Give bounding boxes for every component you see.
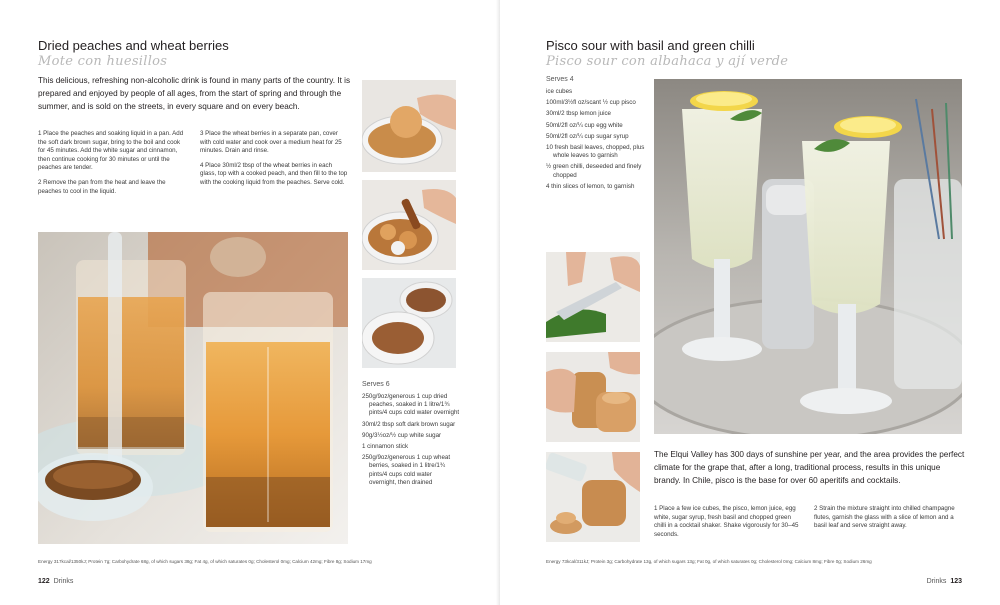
method-step: 1 Place a few ice cubes, the pisco, lemon juice, egg white, sugar syrup, fresh basil and chopped green chilli in a cocktail shaker. Shake vigorously for 30–45 seconds. [654,505,799,538]
method-column-1 [38,130,188,202]
step-photo-chopping-basil [546,252,640,342]
recipe-title: Dried peaches and wheat berries [38,38,229,53]
step-photo-cinnamon [362,180,456,270]
ingredient-item: ½ green chilli, deseeded and finely chopped [546,163,642,179]
right-page [500,0,1000,605]
serves-label: Serves 4 [546,76,574,83]
section-name: Drinks [926,578,947,585]
method-step: 4 Place 30ml/2 tbsp of the wheat berries in each glass, top with a cooked peach, and then fill to the top with the cooking liquid from the peaches. Serve cold. [200,161,348,186]
recipe-intro: This delicious, refreshing non-alcoholic drink is found in many parts of the country. It is prepared and enjoyed by people of all ages, from the start of spring and through the summer, and is sold on the streets, in every square and on every beach. [38,76,351,111]
page-number: 122 [38,578,50,585]
ingredient-item: 10 fresh basil leaves, chopped, plus whole leaves to garnish [546,144,645,160]
step-photo-wheat-berries [362,278,456,368]
ingredient-item: 1 cinnamon stick [362,443,409,451]
ingredients-panel [546,76,646,194]
recipe-title: Pisco sour with basil and green chilli [546,38,755,53]
ingredient-item: 100ml/3½fl oz/scant ½ cup pisco [546,99,636,107]
page-folio [927,578,962,585]
nutrition-info: Energy 73kcal/311kJ; Protein 3g; Carbohydrate 13g, of which sugars 13g; Fat 0g, of which saturates 0g; Cholesterol 0mg; Calcium 8mg; Fibre 0g; Sodium 26mg [546,559,872,564]
ingredient-item: 90g/3½oz/½ cup white sugar [362,431,442,439]
nutrition-info: Energy 317kcal/1350kJ; Protein 7g; Carbohydrate 68g, of which sugars 38g; Fat 4g, of which saturates 0g; Cholesterol 0mg; Calcium 42mg; Fibre 8g; Sodium 17mg [38,559,372,564]
ingredient-item: 50ml/2fl oz/¼ cup egg white [546,121,623,129]
ingredient-item: 4 thin slices of lemon, to garnish [546,182,635,190]
step-photo-shaker [546,352,640,442]
method-step: 1 Place the peaches and soaking liquid in a pan. Add the soft dark brown sugar, bring to the boil and cook for 45 minutes. Add the white sugar and cinnamon, then continue cooking for 30 minutes or until the peaches are tender. [38,130,184,172]
method-column-2 [200,130,348,194]
ingredient-item: ice cubes [546,88,573,95]
recipe-subtitle: Mote con huesillos [38,54,168,69]
ingredient-item: 250g/9oz/generous 1 cup wheat berries, soaked in 1 litre/1¾ pints/4 cups cold water overnight, then drained [362,454,451,486]
method-column-2 [814,505,964,537]
recipe-intro: The Elqui Valley has 300 days of sunshine per year, and the area provides the perfect climate for the grape that, after a long, traditional process, results in this unique brandy. In Chile, pisco is the base for over 60 aperitifs and cocktails. [654,450,965,485]
pisco-sour-photo [654,79,962,434]
method-column-1 [654,505,804,545]
method-step: 3 Place the wheat berries in a separate pan, cover with cold water and cook over a medium heat for 25 minutes. Drain and rinse. [200,130,342,155]
method-step: 2 Strain the mixture straight into chilled champagne flutes, garnish the glass with a slice of lemon and a basil leaf and serve straight away. [814,505,955,530]
ingredient-item: 50ml/2fl oz/¼ cup sugar syrup [546,132,629,140]
ingredient-item: 30ml/2 tbsp soft dark brown sugar [362,420,456,428]
section-name: Drinks [53,578,74,585]
step-photo-pouring [546,452,640,542]
peach-drinks-photo [38,232,348,544]
ingredient-item: 30ml/2 tbsp lemon juice [546,110,612,118]
page-number: 123 [950,578,962,585]
ingredients-panel [362,381,460,490]
ingredients-list [362,393,460,487]
recipe-subtitle: Pisco sour con albahaca y ají verde [546,54,789,69]
serves-label: Serves 6 [362,381,390,388]
step-photo-peaches-pan [362,80,456,172]
page-folio [38,578,73,585]
ingredients-list [546,88,646,191]
ingredient-item: 250g/9oz/generous 1 cup dried peaches, soaked in 1 litre/1¾ pints/4 cups cold water overnight [362,393,460,417]
method-step: 2 Remove the pan from the heat and leave the peaches to cool in the liquid. [38,178,166,195]
